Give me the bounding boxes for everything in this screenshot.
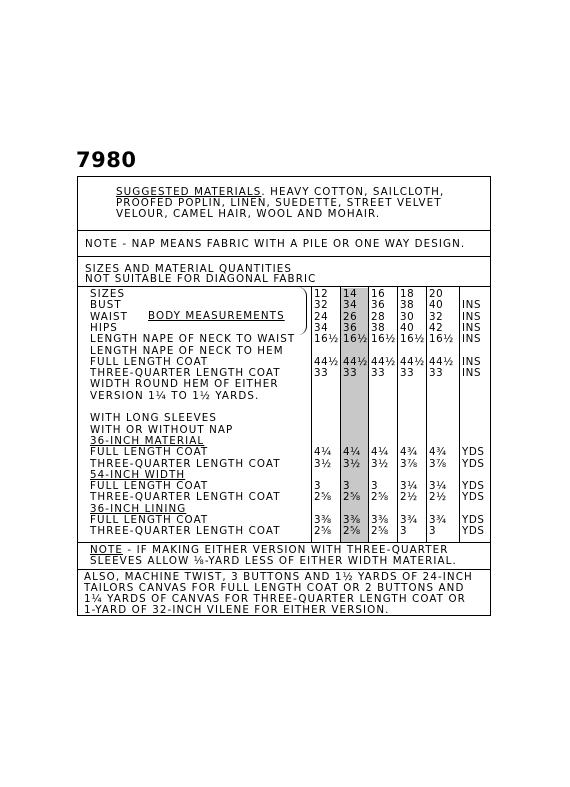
row-label: FULL LENGTH COAT xyxy=(90,446,209,459)
cell-size-2: 3½ xyxy=(371,457,389,470)
cell-size-0: 2⅝ xyxy=(314,525,332,538)
cell-size-2: 2⅝ xyxy=(371,491,389,504)
cell-size-3: 33 xyxy=(400,367,415,380)
row-unit: INS xyxy=(462,367,482,380)
cell-size-0: 2⅝ xyxy=(314,491,332,504)
notions-line-1: ALSO, MACHINE TWIST, 3 BUTTONS AND 1½ YARDS OF 24-INCH xyxy=(84,571,473,583)
sleeve-note-line-2: SLEEVES ALLOW ⅛-YARD LESS OF EITHER WIDTH MATERIAL. xyxy=(90,555,457,567)
cell-size-3: 3¾ xyxy=(400,514,418,526)
cell-size-1: 16½ xyxy=(343,333,368,346)
cell-size-3: 18 xyxy=(400,288,415,300)
cell-size-4: 3 xyxy=(429,525,437,538)
row-label: THREE-QUARTER LENGTH COAT xyxy=(90,457,281,470)
row-unit: INS xyxy=(462,299,482,312)
row-label: THREE-QUARTER LENGTH COAT xyxy=(90,491,281,504)
row-label: WITH LONG SLEEVES xyxy=(90,412,218,425)
divider xyxy=(78,286,490,287)
cell-size-4: 3⅞ xyxy=(429,457,447,470)
row-unit: YDS xyxy=(462,514,485,526)
body-measurements-brace xyxy=(298,287,307,335)
cell-size-4: 3¼ xyxy=(429,480,447,493)
cell-size-0: 16½ xyxy=(314,333,339,346)
cell-size-0: 24 xyxy=(314,310,329,323)
cell-size-1: 26 xyxy=(343,310,358,323)
cell-size-1: 44½ xyxy=(343,355,368,368)
column-line xyxy=(459,287,460,542)
cell-size-4: 42 xyxy=(429,321,444,334)
cell-size-4: 16½ xyxy=(429,333,454,346)
materials-label: SUGGESTED MATERIALS xyxy=(116,186,262,198)
column-line xyxy=(340,287,341,542)
row-label: LENGTH NAPE OF NECK TO HEM xyxy=(90,344,284,357)
cell-size-4: 40 xyxy=(429,299,444,312)
row-label: 36-INCH LINING xyxy=(90,502,187,515)
cell-size-4: 4¾ xyxy=(429,446,447,459)
row-label: WITH OR WITHOUT NAP xyxy=(90,423,234,436)
cell-size-0: 3½ xyxy=(314,457,332,470)
quantities-heading: SIZES AND MATERIAL QUANTITIES xyxy=(85,263,293,275)
measurement-chart xyxy=(77,176,491,616)
divider xyxy=(78,256,490,257)
notions-line-4: 1-YARD OF 32-INCH VILENE FOR EITHER VERSION. xyxy=(84,604,390,616)
cell-size-1: 2⅝ xyxy=(343,525,361,538)
cell-size-1: 4¼ xyxy=(343,446,361,459)
row-label: LENGTH NAPE OF NECK TO WAIST xyxy=(90,333,296,346)
cell-size-4: 2½ xyxy=(429,491,447,504)
cell-size-2: 33 xyxy=(371,367,386,380)
column-line xyxy=(368,287,369,542)
row-unit: INS xyxy=(462,355,482,368)
cell-size-3: 16½ xyxy=(400,333,425,346)
row-label: FULL LENGTH COAT xyxy=(90,514,209,526)
divider xyxy=(78,569,490,570)
cell-size-1: 3⅜ xyxy=(343,514,361,526)
cell-size-2: 4¼ xyxy=(371,446,389,459)
cell-size-2: 28 xyxy=(371,310,386,323)
row-label: WIDTH ROUND HEM OF EITHER xyxy=(90,378,279,391)
row-unit: INS xyxy=(462,333,482,346)
cell-size-3: 38 xyxy=(400,299,415,312)
row-label: HIPS xyxy=(90,321,118,334)
cell-size-2: 3⅜ xyxy=(371,514,389,526)
row-label: THREE-QUARTER LENGTH COAT xyxy=(90,367,281,380)
row-unit: YDS xyxy=(462,525,485,538)
cell-size-1: 36 xyxy=(343,321,358,334)
materials-line-3: VELOUR, CAMEL HAIR, WOOL AND MOHAIR. xyxy=(116,208,381,220)
row-label: 54-INCH WIDTH xyxy=(90,468,186,481)
cell-size-2: 44½ xyxy=(371,355,396,368)
cell-size-0: 32 xyxy=(314,299,329,312)
cell-size-0: 33 xyxy=(314,367,329,380)
cell-size-3: 44½ xyxy=(400,355,425,368)
row-unit: YDS xyxy=(462,446,485,459)
row-unit: INS xyxy=(462,310,482,323)
row-label: VERSION 1¼ TO 1½ YARDS. xyxy=(90,389,260,402)
column-line xyxy=(311,287,312,542)
cell-size-3: 3¼ xyxy=(400,480,418,493)
cell-size-4: 44½ xyxy=(429,355,454,368)
row-unit: YDS xyxy=(462,491,485,504)
cell-size-2: 36 xyxy=(371,299,386,312)
cell-size-2: 16 xyxy=(371,288,386,300)
row-label: 36-INCH MATERIAL xyxy=(90,434,205,447)
row-unit: YDS xyxy=(462,457,485,470)
cell-size-1: 33 xyxy=(343,367,358,380)
row-label: BUST xyxy=(90,299,122,312)
notions-line-2: TAILORS CANVAS FOR FULL LENGTH COAT OR 2 BUTTONS AND xyxy=(84,582,465,594)
row-label: FULL LENGTH COAT xyxy=(90,355,209,368)
row-unit: YDS xyxy=(462,480,485,493)
cell-size-3: 30 xyxy=(400,310,415,323)
cell-size-2: 16½ xyxy=(371,333,396,346)
divider xyxy=(78,230,490,231)
pattern-number: 7980 xyxy=(76,148,137,172)
cell-size-0: 44½ xyxy=(314,355,339,368)
cell-size-0: 3 xyxy=(314,480,322,493)
cell-size-3: 4¾ xyxy=(400,446,418,459)
materials-line-1-rest: . HEAVY COTTON, SAILCLOTH, xyxy=(261,186,445,198)
cell-size-1: 14 xyxy=(343,288,358,300)
quantities-subheading: NOT SUITABLE FOR DIAGONAL FABRIC xyxy=(85,273,317,285)
materials-line-2: PROOFED POPLIN, LINEN, SUEDETTE, STREET VELVET xyxy=(116,197,442,209)
body-measurements-label: BODY MEASUREMENTS xyxy=(148,310,285,322)
cell-size-0: 3⅜ xyxy=(314,514,332,526)
cell-size-3: 3 xyxy=(400,525,408,538)
notions-line-3: 1¼ YARDS OF CANVAS FOR THREE-QUARTER LENGTH COAT OR xyxy=(84,593,466,605)
row-label: SIZES xyxy=(90,288,126,300)
row-unit: INS xyxy=(462,321,482,334)
cell-size-3: 2½ xyxy=(400,491,418,504)
cell-size-2: 38 xyxy=(371,321,386,334)
cell-size-0: 4¼ xyxy=(314,446,332,459)
cell-size-0: 12 xyxy=(314,288,329,300)
column-line xyxy=(426,287,427,542)
cell-size-1: 3½ xyxy=(343,457,361,470)
column-line xyxy=(397,287,398,542)
cell-size-3: 3⅞ xyxy=(400,457,418,470)
sleeve-note-line-1-rest: - IF MAKING EITHER VERSION WITH THREE-QUARTER xyxy=(123,544,449,556)
cell-size-2: 2⅝ xyxy=(371,525,389,538)
sleeve-note-label: NOTE xyxy=(90,544,124,556)
cell-size-4: 3¾ xyxy=(429,514,447,526)
cell-size-3: 40 xyxy=(400,321,415,334)
cell-size-4: 33 xyxy=(429,367,444,380)
cell-size-1: 34 xyxy=(343,299,358,312)
row-label: FULL LENGTH COAT xyxy=(90,480,209,493)
cell-size-4: 32 xyxy=(429,310,444,323)
cell-size-0: 34 xyxy=(314,321,329,334)
cell-size-1: 3 xyxy=(343,480,351,493)
row-label: THREE-QUARTER LENGTH COAT xyxy=(90,525,281,538)
row-label: WAIST xyxy=(90,310,129,323)
cell-size-1: 2⅝ xyxy=(343,491,361,504)
nap-note: NOTE - NAP MEANS FABRIC WITH A PILE OR ONE WAY DESIGN. xyxy=(85,238,466,250)
cell-size-4: 20 xyxy=(429,288,444,300)
cell-size-2: 3 xyxy=(371,480,379,493)
divider xyxy=(78,542,490,543)
